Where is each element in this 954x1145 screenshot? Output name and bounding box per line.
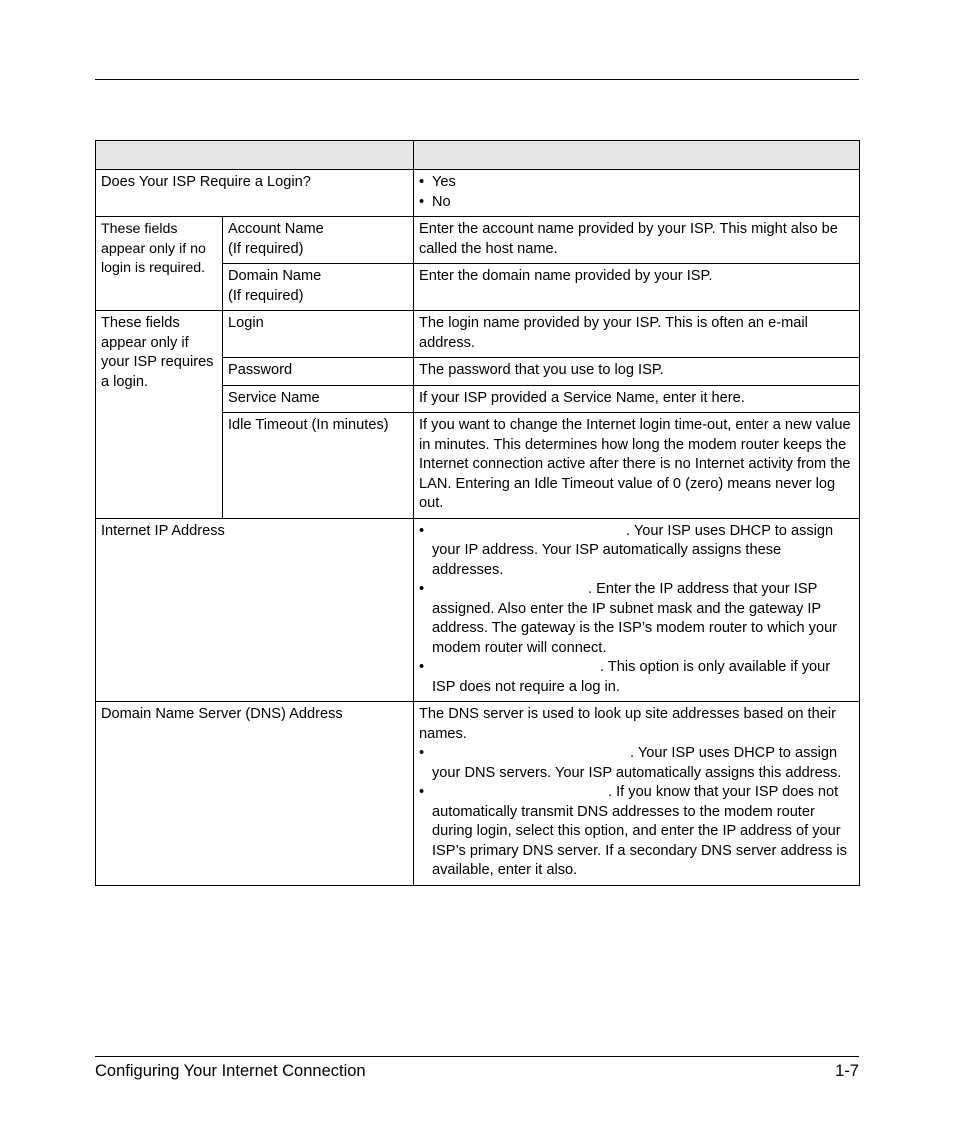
settings-table [95, 140, 860, 886]
option-ip-static: • . Enter the IP address that your ISP assigned. Also enter the IP subnet mask and the gateway IP address. The gateway is the ISP’s modem router to which your modem router will connect. [419, 580, 854, 658]
option-ip-nat: • . This option is only available if your ISP does not require a log in. [419, 658, 854, 697]
header-cell-description [414, 141, 860, 170]
desc-service-name: If your ISP provided a Service Name, enter it here. [414, 385, 860, 413]
option-dns-dynamic: • . Your ISP uses DHCP to assign your DNS servers. Your ISP automatically assigns this address. [419, 744, 854, 783]
option-ip-dynamic: • . Your ISP uses DHCP to assign your IP address. Your ISP automatically assigns these addresses. [419, 522, 854, 581]
ip-address-label: Internet IP Address [96, 518, 414, 702]
option-dns-static: • . If you know that your ISP does not automatically transmit DNS addresses to the modem router during login, select this option, and enter the IP address of your ISP’s primary DNS server. If a secondary DNS server address is available, enter it also. [419, 783, 854, 881]
header-cell-settings [96, 141, 414, 170]
ip-address-options [414, 518, 860, 702]
no-login-group-label: These fields appear only if no login is required. [96, 217, 223, 311]
desc-idle-timeout: If you want to change the Internet login time-out, enter a new value in minutes. This determines how long the modem router keeps the Internet connection active after there is no Internet activity from the LAN. Entering an Idle Timeout value of 0 (zero) means never log out. [414, 413, 860, 519]
login-group-label: These fields appear only if your ISP requires a login. [96, 311, 223, 519]
table-row [96, 311, 860, 358]
header-rule [95, 79, 859, 80]
isp-login-label: Does Your ISP Require a Login? [96, 170, 414, 217]
option-yes: • Yes [419, 173, 854, 193]
dns-label: Domain Name Server (DNS) Address [96, 702, 414, 886]
desc-password: The password that you use to log ISP. [414, 358, 860, 386]
footer-rule [95, 1056, 859, 1057]
field-password: Password [223, 358, 414, 386]
isp-login-options [414, 170, 860, 217]
field-login: Login [223, 311, 414, 358]
footer-chapter-title: Configuring Your Internet Connection [95, 1062, 366, 1080]
footer-page-number: 1-7 [835, 1062, 859, 1080]
table-row [96, 518, 860, 702]
desc-domain-name: Enter the domain name provided by your ISP. [414, 264, 860, 311]
field-domain-name: Domain Name (If required) [223, 264, 414, 311]
field-service-name: Service Name [223, 385, 414, 413]
option-no: • No [419, 193, 854, 213]
desc-login: The login name provided by your ISP. This is often an e-mail address. [414, 311, 860, 358]
dns-intro: The DNS server is used to look up site addresses based on their names. [419, 706, 836, 742]
desc-account-name: Enter the account name provided by your ISP. This might also be called the host name. [414, 217, 860, 264]
field-account-name: Account Name (If required) [223, 217, 414, 264]
dns-options [414, 702, 860, 886]
table-header-row [96, 141, 860, 170]
field-idle-timeout: Idle Timeout (In minutes) [223, 413, 414, 519]
table-row [96, 702, 860, 886]
table-row [96, 170, 860, 217]
table-row [96, 217, 860, 264]
